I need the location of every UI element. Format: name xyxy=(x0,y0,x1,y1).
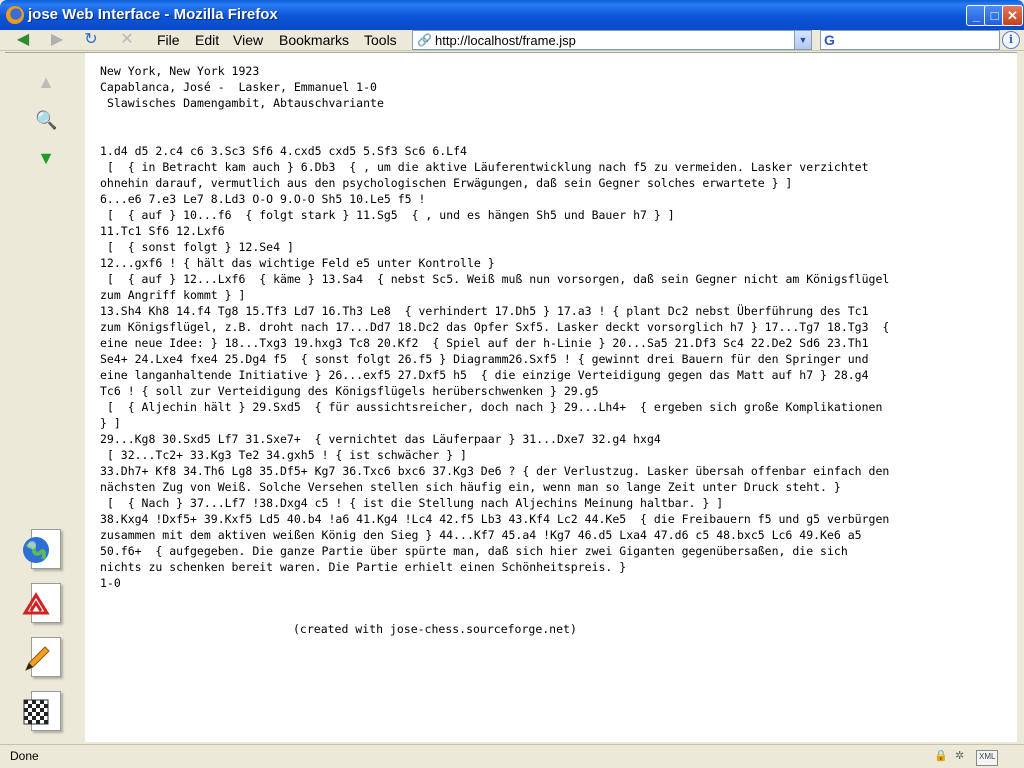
page-icon: 🔗 xyxy=(417,33,432,47)
game-notation xyxy=(100,63,1015,591)
notation-line: 12...gxf6 ! { hält das wichtige Feld e5 unter Kontrolle } xyxy=(100,256,495,270)
notation-line xyxy=(100,111,1015,127)
sidebar xyxy=(5,53,85,743)
notation-line: nächsten Zug von Weiß. Solche Versehen stellen sich häufig ein, wenn man so lange Zeit unter Druck steht. } xyxy=(100,480,841,494)
notation-line: 33.Dh7+ Kf8 34.Th6 Lg8 35.Df5+ Kg7 36.Txc6 bxc6 37.Kg3 De6 ? { der Verlustzug. Lasker übersah offenbar einfach den xyxy=(100,464,890,478)
notation-line: Capablanca, José - Lasker, Emmanuel 1-0 xyxy=(100,80,377,94)
notation-line: [ { sonst folgt } 12.Se4 ] xyxy=(100,240,294,254)
notation-line: nichts zu schenken bereit waren. Die Partie erhielt einen Schönheitspreis. } xyxy=(100,560,627,574)
notation-line: [ 32...Tc2+ 33.Kg3 Te2 34.gxh5 ! { ist schwächer } ] xyxy=(100,448,467,462)
up-arrow-icon[interactable]: ▲ xyxy=(37,72,55,92)
close-button[interactable]: ✕ xyxy=(1002,5,1023,26)
notation-line: } ] xyxy=(100,416,121,430)
notation-line: zum Königsflügel, z.B. droht nach 17...Dd7 18.Dc2 das Opfer Sxf5. Lasker deckt vorsorglich h7 } 17...Tg7 18.Tg3 { xyxy=(100,320,890,334)
chevron-down-icon[interactable]: ▼ xyxy=(794,31,811,49)
notation-line: ohnehin darauf, vermutlich aus den psychologischen Erwägungen, daß sein Gegner solches erwartete } ] xyxy=(100,176,793,190)
reload-icon[interactable]: ↻ xyxy=(84,31,98,48)
notation-line: eine langanhaltende Initiative } 26...exf5 27.Dxf5 h5 { die einzige Verteidigung gegen das Matt auf h7 } 28.g4 xyxy=(100,368,869,382)
notation-line: 11.Tc1 Sf6 12.Lxf6 xyxy=(100,224,225,238)
search-icon[interactable]: 🔍 xyxy=(35,110,58,130)
notation-line: 13.Sh4 Kh8 14.f4 Tg8 15.Tf3 Ld7 16.Th3 Le8 { verhindert 17.Dh5 } 17.a3 ! { plant Dc2 nebst Überführung des Tc1 xyxy=(100,304,869,318)
lock-icon: 🔒 xyxy=(934,750,948,762)
status-bar xyxy=(0,744,1024,768)
page-content xyxy=(5,52,1017,742)
notation-line xyxy=(100,127,1015,143)
menu-edit[interactable]: Edit xyxy=(195,32,220,48)
menu-tools[interactable]: Tools xyxy=(364,32,397,48)
back-icon[interactable]: ◀ xyxy=(16,31,30,48)
notation-line: [ { auf } 12...Lxf6 { käme } 13.Sa4 { nebst Sc5. Weiß muß nun vorsorgen, daß sein Gegner nicht am Königsflügel xyxy=(100,272,890,286)
notation-line: 29...Kg8 30.Sxd5 Lf7 31.Sxe7+ { vernichtet das Läuferpaar } 31...Dxe7 32.g4 hxg4 xyxy=(100,432,661,446)
notation-line: 50.f6+ { aufgegeben. Die ganze Partie über spürte man, daß sich hier zwei Giganten gegenübersaßen, die sich xyxy=(100,544,848,558)
notation-line: zusammen mit dem aktiven weißen König den Sieg } 44...Kf7 45.a4 !Kg7 46.d5 Lxa4 47.d6 c5 48.bxc5 Lc6 49.Ke6 a5 xyxy=(100,528,862,542)
search-input[interactable] xyxy=(820,30,1000,50)
notation-line: Se4+ 24.Lxe4 fxe4 25.Dg4 f5 { sonst folgt 26.f5 } Diagramm26.Sxf5 ! { gewinnt drei Bauern für den Springer und xyxy=(100,352,869,366)
xml-badge[interactable]: XML xyxy=(976,750,998,766)
down-arrow-icon[interactable]: ▼ xyxy=(37,148,55,168)
notation-line: 38.Kxg4 !Dxf5+ 39.Kxf5 Ld5 40.b4 !a6 41.Kg4 !Lc4 42.f5 Lb3 43.Kf4 Lc2 44.Ke5 { die Freibauern f5 und g5 verbürgen xyxy=(100,512,890,526)
notation-line: 1-0 xyxy=(100,576,121,590)
notation-line: eine neue Idee: } 18...Txg3 19.hxg3 Tc8 20.Kf2 { Spiel auf der h-Linie } 20...Sa5 21.Df3 Sc4 22.De2 Sd6 23.Th1 xyxy=(100,336,869,350)
url-text[interactable]: http://localhost/frame.jsp xyxy=(435,33,576,48)
maximize-button[interactable]: □ xyxy=(984,5,1005,26)
notation-line: 1.d4 d5 2.c4 c6 3.Sc3 Sf6 4.cxd5 cxd5 5.Sf3 Sc6 6.Lf4 xyxy=(100,144,467,158)
notation-line: Slawisches Damengambit, Abtauschvariante xyxy=(100,96,384,110)
bug-icon[interactable]: ✲ xyxy=(955,750,965,762)
stop-icon[interactable]: ✕ xyxy=(120,31,134,48)
notation-line: [ { Nach } 37...Lf7 !38.Dxg4 c5 ! { ist die Stellung nach Aljechins Meinung haltbar. } ] xyxy=(100,496,724,510)
minimize-button[interactable]: _ xyxy=(966,5,987,26)
credit-line: (created with jose-chess.sourceforge.net) xyxy=(293,622,577,636)
board-export-icon[interactable] xyxy=(19,691,65,735)
navigation-toolbar xyxy=(0,30,1024,51)
notation-line: 6...e6 7.e3 Le7 8.Ld3 O-O 9.O-O Sh5 10.Le5 f5 ! xyxy=(100,192,426,206)
forward-icon[interactable]: ▶ xyxy=(50,31,64,48)
web-export-icon[interactable] xyxy=(19,529,65,573)
notation-line: [ { auf } 10...f6 { folgt stark } 11.Sg5 { , und es hängen Sh5 und Bauer h7 } ] xyxy=(100,208,675,222)
address-bar[interactable] xyxy=(412,30,812,50)
pdf-export-icon[interactable] xyxy=(19,583,65,627)
notation-line: [ { in Betracht kam auch } 6.Db3 { , um die aktive Läuferentwicklung nach f5 zu vermeiden. Lasker verzichtet xyxy=(100,160,869,174)
title-bar[interactable] xyxy=(0,0,1024,30)
firefox-icon xyxy=(6,6,24,24)
notation-line: zum Angriff kommt } ] xyxy=(100,288,246,302)
menu-view[interactable]: View xyxy=(233,32,264,48)
menu-file[interactable]: File xyxy=(157,32,180,48)
menu-bookmarks[interactable]: Bookmarks xyxy=(279,32,350,48)
status-text: Done xyxy=(10,749,39,763)
notation-line: New York, New York 1923 xyxy=(100,64,260,78)
window-title: jose Web Interface - Mozilla Firefox xyxy=(28,6,278,23)
notation-line: [ { Aljechin hält } 29.Sxd5 { für aussichtsreicher, doch nach } 29...Lh4+ { ergeben sich große Komplikationen xyxy=(100,400,883,414)
text-export-icon[interactable] xyxy=(19,637,65,681)
search-engine-icon[interactable]: G xyxy=(824,32,835,48)
notation-line: Tc6 ! { soll zur Verteidigung des Königsflügels herüberschwenken } 29.g5 xyxy=(100,384,599,398)
info-icon[interactable]: i xyxy=(1002,31,1020,49)
